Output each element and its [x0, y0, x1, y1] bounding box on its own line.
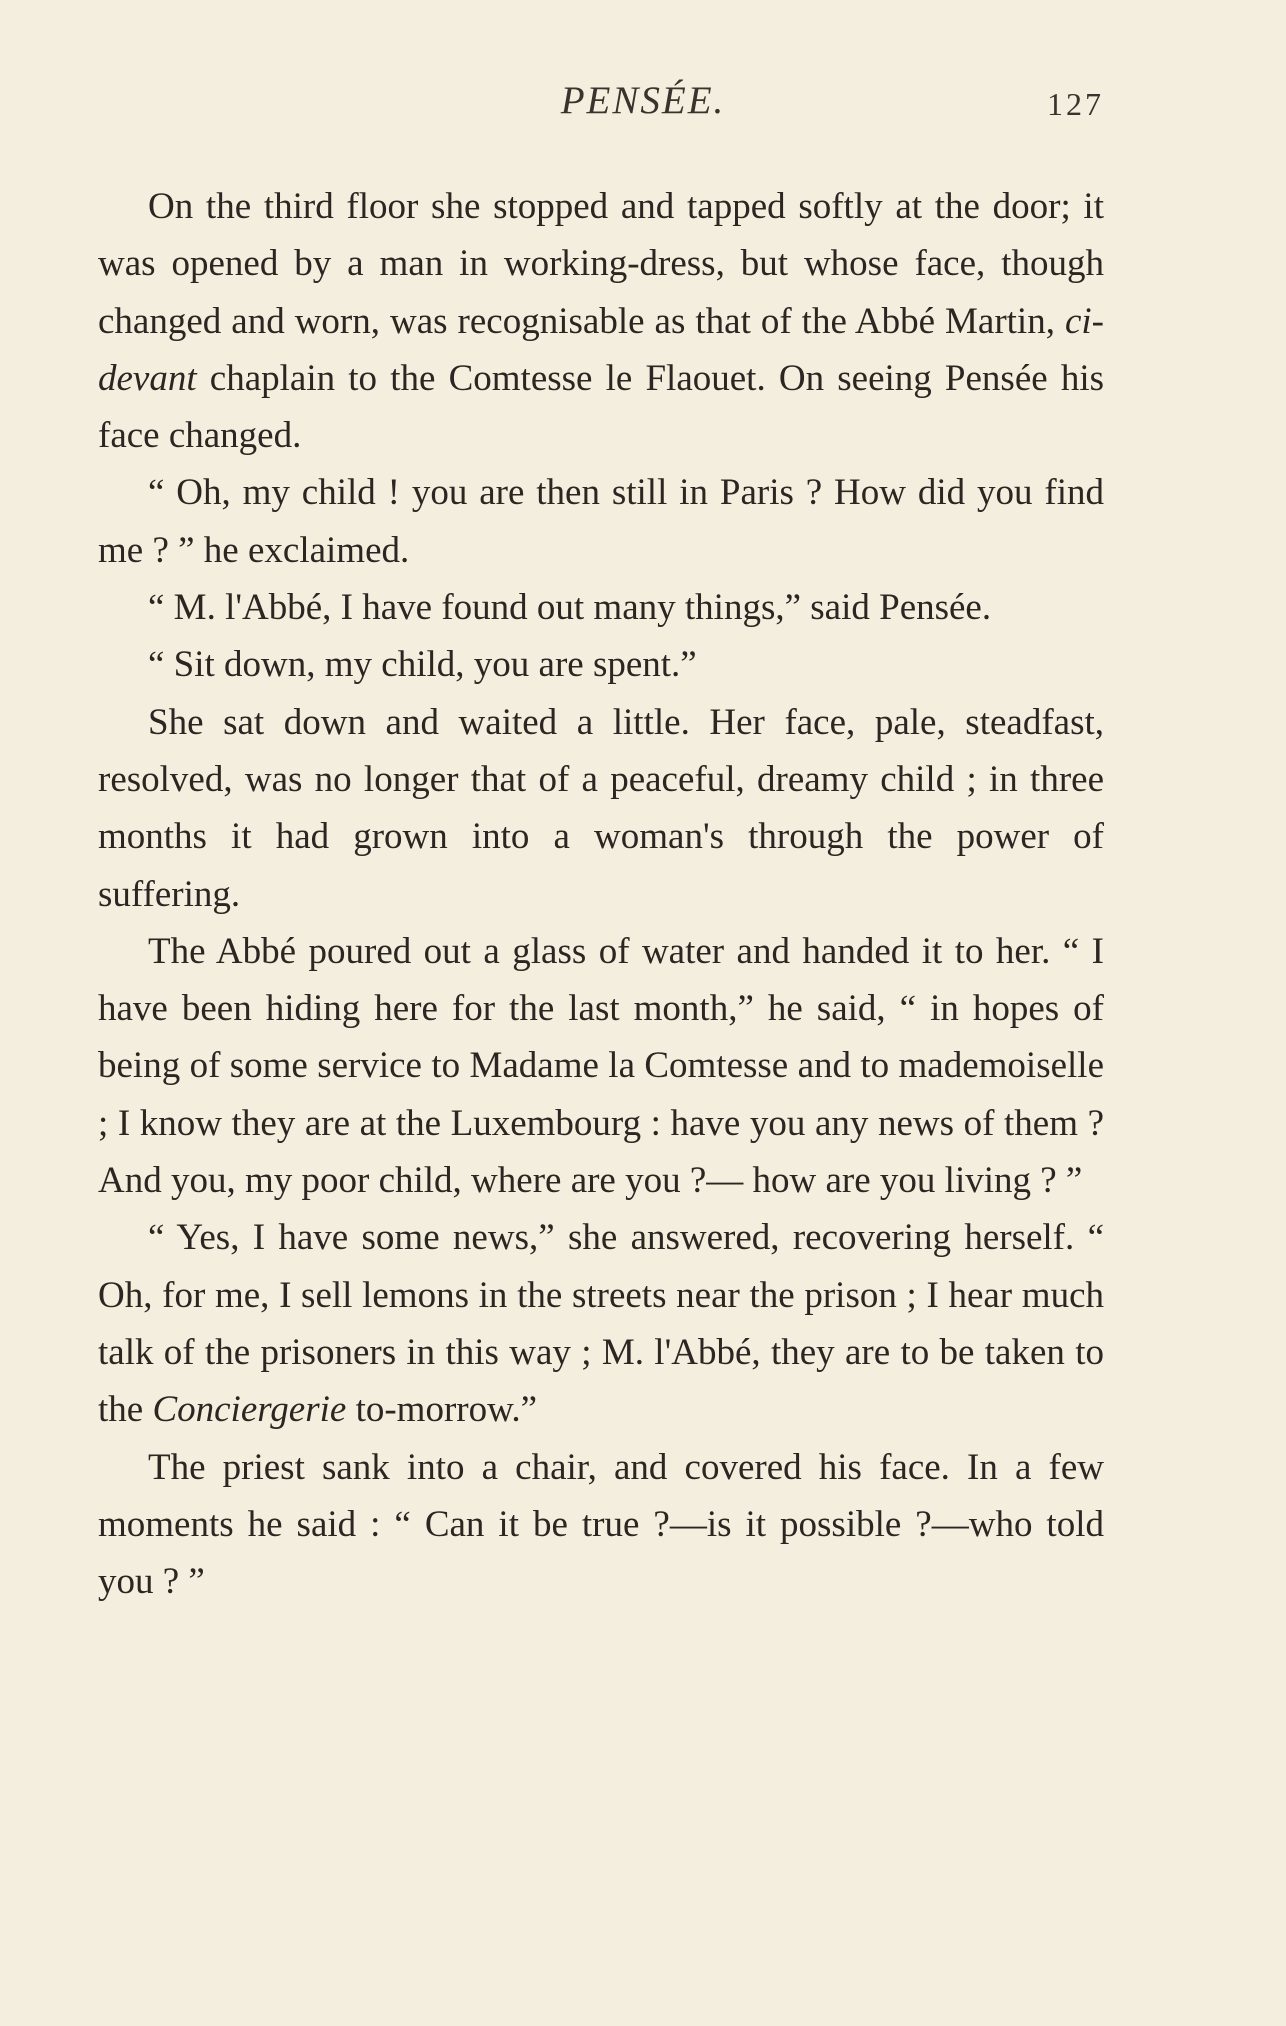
paragraph-7-text: “ Yes, I have some news,” she answered, recovering herself. “ Oh, for me, I sell lemons in the streets near the prison ; I hear much talk of the prisoners in this way ; M. l'Abbé, they are to be taken to the: [98, 1217, 1104, 1431]
paragraph-6: The Abbé poured out a glass of water and handed it to her. “ I have been hiding here for the last month,” he said, “ in hopes of being of some service to Madame la Comtesse and to mademoiselle ; I know they are at the Luxembourg : have you any news of them ? And you, my poor child, where are you ?— how are you living ? ”: [98, 930, 1104, 1202]
page-header: [0, 78, 1286, 138]
running-title: PENSÉE.: [560, 79, 726, 122]
paragraph-2: “ Oh, my child ! you are then still in Paris ? How did you find me ? ” he exclaimed.: [98, 472, 1104, 571]
paragraph-1: [98, 178, 1104, 464]
paragraph-8: The priest sank into a chair, and covered his face. In a few moments he said : “ Can it be true ?—is it possible ?—who told you ? ”: [98, 1446, 1104, 1603]
paragraph-5: She sat down and waited a little. Her face, pale, steadfast, resolved, was no longer that of a peaceful, dreamy child ; in three months it had grown into a woman's through the power of suffering.: [98, 701, 1104, 915]
paragraph-1-text: On the third floor she stopped and tapped softly at the door; it was opened by a man in working-dress, but whose face, though changed and worn, was recognisable as that of the Abbé Martin,: [98, 186, 1104, 342]
paragraph-1-italic: ci-devant: [98, 300, 1105, 399]
paragraph-3: “ M. l'Abbé, I have found out many things,” said Pensée.: [148, 587, 992, 629]
paragraph-7-end: to-morrow.”: [355, 1389, 538, 1431]
body-text: [98, 178, 1104, 1610]
page-number: 127: [1047, 86, 1104, 122]
paragraph-1-end: chaplain to the Comtesse le Flaouet. On seeing Pensée his face changed.: [98, 357, 1105, 457]
paragraph-7: [98, 1209, 1104, 1438]
paragraph-7-italic: Conciergerie: [152, 1389, 347, 1431]
paragraph-4: “ Sit down, my child, you are spent.”: [148, 644, 697, 686]
